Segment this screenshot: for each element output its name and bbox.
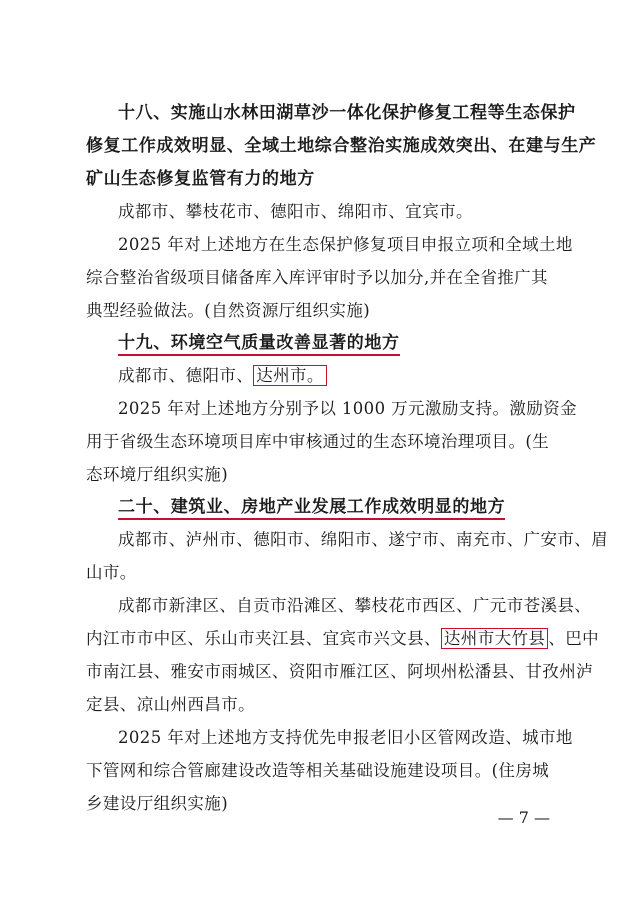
section-19-heading-underlined: 十九、环境空气质量改善显著的地方 (118, 333, 400, 356)
section-18-heading-line-2: 修复工作成效明显、全域土地综合整治实施成效突出、在建与生产 (86, 136, 597, 156)
section-19-para-line-3: 态环境厅组织实施) (86, 465, 229, 484)
section-19-cities-text: 成都市、德阳市、 (118, 366, 254, 385)
section-20-heading (118, 497, 505, 517)
section-19-cities (118, 366, 327, 386)
section-18-heading-line-3: 矿山生态修复监管有力的地方 (86, 169, 315, 189)
section-18-heading-line-1: 十八、实施山水林田湖草沙一体化保护修复工程等生态保护 (118, 103, 576, 123)
section-20-cities-line-2: 山市。 (86, 563, 137, 582)
section-20-cities-line-1: 成都市、泸州市、德阳市、绵阳市、遂宁市、南充市、广安市、眉 (118, 530, 609, 549)
section-19-highlighted-city: 达州市。 (253, 365, 327, 386)
section-18-cities: 成都市、攀枝花市、德阳市、绵阳市、宜宾市。 (118, 202, 473, 221)
section-20-counties-line-1: 成都市新津区、自贡市沿滩区、攀枝花市西区、广元市苍溪县、 (118, 596, 592, 615)
page-number: — 7 — (497, 808, 550, 827)
section-18-para-line-3: 典型经验做法。(自然资源厅组织实施) (86, 301, 371, 320)
section-20-counties-line-4: 定县、凉山州西昌市。 (86, 695, 255, 714)
section-20-heading-underlined: 二十、建筑业、房地产业发展工作成效明显的地方 (118, 497, 505, 520)
section-19-heading (118, 333, 400, 353)
section-20-para-line-2: 下管网和综合管廊建设改造等相关基础设施建设项目。(住房城 (86, 761, 550, 780)
section-20-counties-line-2 (86, 629, 599, 649)
section-20-para-line-1: 2025 年对上述地方支持优先申报老旧小区管网改造、城市地 (118, 728, 573, 747)
section-20-counties-text-a: 内江市市中区、乐山市夹江县、宜宾市兴文县、 (86, 629, 441, 648)
section-18-para-line-1: 2025 年对上述地方在生态保护修复项目申报立项和全域土地 (118, 235, 573, 254)
section-19-para-line-1: 2025 年对上述地方分别予以 1000 万元激励支持。激励资金 (118, 399, 578, 418)
section-20-highlighted-county: 达州市大竹县 (441, 628, 548, 649)
section-18-para-line-2: 综合整治省级项目储备库入库评审时予以加分,并在全省推广其 (86, 268, 548, 287)
section-20-para-line-3: 乡建设厅组织实施) (86, 794, 229, 813)
section-20-counties-text-b: 、巴中 (548, 629, 600, 648)
section-19-para-line-2: 用于省级生态环境项目库中审核通过的生态环境治理项目。(生 (86, 432, 550, 451)
section-20-counties-line-3: 市南江县、雅安市雨城区、资阳市雁江区、阿坝州松潘县、甘孜州泸 (86, 662, 593, 681)
